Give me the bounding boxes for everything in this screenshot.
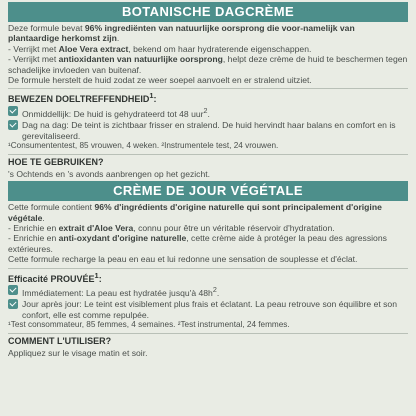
- dutch-usage-text: 's Ochtends en 's avonds aanbrengen op het gezicht.: [8, 168, 211, 179]
- french-bullet-antioxidant: - Enrichie en anti-oxydant d'origine naturelle, cette crème aide à protéger la peau des agressions extérieures.: [8, 233, 387, 254]
- dutch-proven-heading: BEWEZEN DOELTREFFENDHEID$^1$:: [8, 88, 408, 104]
- french-proven-heading: Efficacité PROUVÉE$^1$:: [8, 268, 408, 284]
- french-usage-text: Appliquez sur le visage matin et soir.: [8, 347, 148, 358]
- dutch-bullet-antioxidant: - Verrijkt met antioxidanten van natuurlijke oorsprong, helpt deze crème de huid te beschermen tegen schadelijke invloeden van buitenaf.: [8, 54, 408, 75]
- french-title-banner: CRÈME DE JOUR VÉGÉTALE: [8, 181, 408, 201]
- checkmark-icon: [8, 285, 18, 295]
- french-bullet-aloe: - Enrichie en extrait d'Aloe Vera, connu pour être un véritable réservoir d'hydratation.: [8, 222, 335, 233]
- checkmark-icon: [8, 120, 18, 130]
- dutch-bullet-aloe: - Verrijkt met Aloe Vera extract, bekend om haar hydraterende eigenschappen.: [8, 43, 312, 54]
- french-footnote: ¹Test consommateur, 85 femmes, 4 semaines. ²Test instrumental, 24 femmes.: [8, 320, 290, 330]
- dutch-description: [0, 22, 416, 85]
- dutch-intro: Deze formule bevat 96% ingrediënten van natuurlijke oorsprong die voor-namelijk van plantaardige herkomst zijn.: [8, 23, 355, 44]
- dutch-usage-heading: HOE TE GEBRUIKEN?: [8, 154, 408, 167]
- french-claim-immediate: Immédiatement: La peau est hydratée jusqu'à $48h^2$.: [0, 285, 416, 298]
- french-description: [0, 201, 416, 264]
- dutch-claim-daily: Dag na dag: De teint is zichtbaar frisser en stralend. De huid hervindt haar balans en comfort en is gerevitaliseerd.: [0, 120, 416, 141]
- dutch-claim-immediate: Onmiddellijk: De huid is gehydrateerd tot 48 uur$^2$.: [0, 106, 416, 119]
- french-intro: Cette formule contient 96% d'ingrédients d'origine naturelle qui sont principalement d'origine végétale.: [8, 202, 382, 223]
- dutch-footnote: ¹Consumententest, 85 vrouwen, 4 weken. ²Instrumentele test, 24 vrouwen.: [8, 140, 279, 150]
- french-usage-heading: COMMENT L'UTILISER?: [8, 333, 408, 346]
- french-claim-daily: Jour après jour: Le teint est visiblement plus frais et éclatant. La peau retrouve son équilibre et son confort, elle est comme repulpée.: [0, 299, 416, 320]
- checkmark-icon: [8, 106, 18, 116]
- french-closing: Cette formule recharge la peau en eau et lui redonne une sensation de souplesse et d'éclat.: [8, 254, 358, 265]
- checkmark-icon: [8, 299, 18, 309]
- dutch-closing: De formule herstelt de huid zodat ze weer soepel aanvoelt en er stralend uitziet.: [8, 75, 312, 86]
- dutch-title-banner: BOTANISCHE DAGCRÈME: [8, 2, 408, 22]
